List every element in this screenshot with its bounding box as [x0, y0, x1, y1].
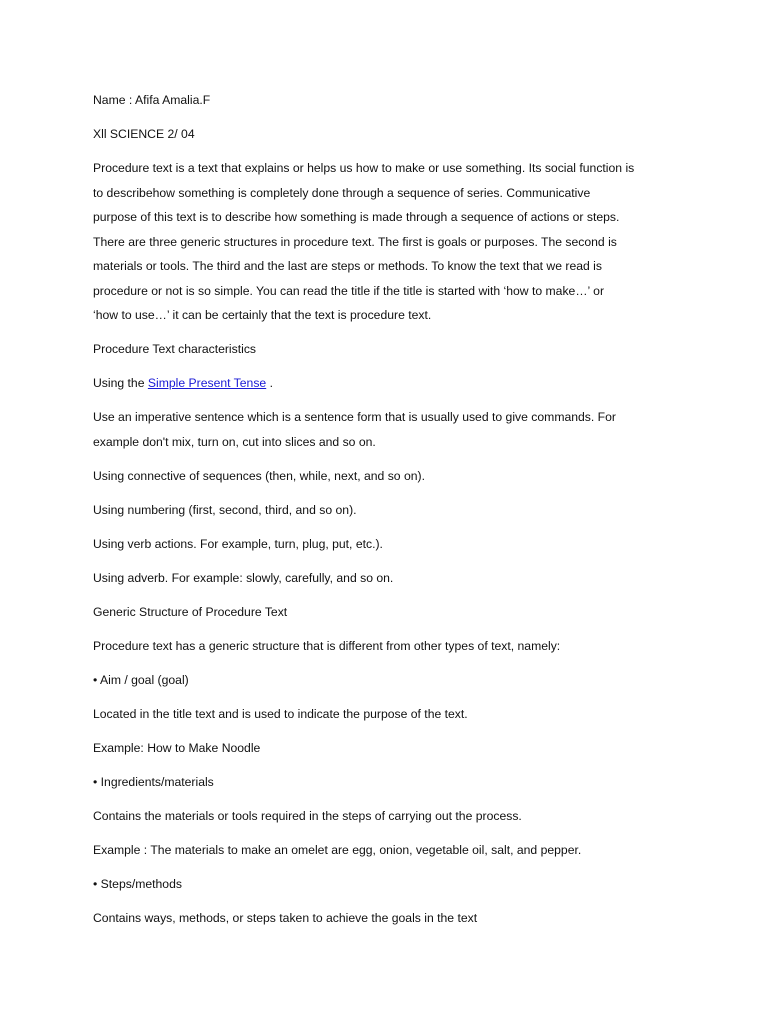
intro-line: Procedure text is a text that explains or helps us how to make or use something. Its social function is	[93, 161, 635, 175]
steps-bullet: • Steps/methods	[93, 876, 182, 891]
intro-line: purpose of this text is to describe how something is made through a sequence of actions or steps.	[93, 210, 620, 224]
intro-line: ‘how to use…’ it can be certainly that the text is procedure text.	[93, 308, 432, 322]
characteristics-heading: Procedure Text characteristics	[93, 342, 257, 356]
imperative-line: example don't mix, turn on, cut into slices and so on.	[93, 434, 376, 449]
aim-example: Example: How to Make Noodle	[93, 740, 261, 755]
materials-bullet: • Ingredients/materials	[93, 774, 214, 789]
intro-line: to describehow something is completely done through a sequence of series. Communicative	[93, 185, 591, 200]
tense-prefix: Using the	[93, 376, 148, 390]
intro-line: procedure or not is so simple. You can read the title if the title is started with ‘how to make…’ or	[93, 283, 604, 298]
intro-line: materials or tools. The third and the last are steps or methods. To know the text that we read is	[93, 259, 602, 273]
simple-present-tense-link[interactable]: Simple Present Tense	[147, 376, 267, 390]
numbering-line: Using numbering (first, second, third, and so on).	[93, 502, 357, 517]
intro-line: There are three generic structures in procedure text. The first is goals or purposes. The second is	[93, 234, 617, 249]
connective-line: Using connective of sequences (then, while, next, and so on).	[93, 468, 425, 483]
structure-intro: Procedure text has a generic structure that is different from other types of text, namely:	[93, 638, 561, 653]
student-name: Name : Afifa Amalia.F	[93, 93, 211, 107]
aim-bullet: • Aim / goal (goal)	[93, 672, 189, 687]
steps-description: Contains ways, methods, or steps taken to achieve the goals in the text	[93, 910, 478, 925]
materials-example: Example : The materials to make an omelet are egg, onion, vegetable oil, salt, and pepper.	[93, 842, 582, 857]
imperative-line: Use an imperative sentence which is a sentence form that is usually used to give commands. For	[93, 410, 616, 424]
structure-heading: Generic Structure of Procedure Text	[93, 604, 288, 619]
tense-suffix: .	[266, 376, 273, 390]
tense-line	[93, 371, 683, 396]
student-class: Xll SCIENCE 2/ 04	[93, 127, 195, 141]
verbs-line: Using verb actions. For example, turn, plug, put, etc.).	[93, 536, 383, 551]
adverb-line: Using adverb. For example: slowly, carefully, and so on.	[93, 570, 394, 585]
aim-description: Located in the title text and is used to indicate the purpose of the text.	[93, 706, 468, 721]
document-body	[93, 88, 683, 940]
intro-paragraph	[93, 156, 683, 328]
imperative-paragraph	[93, 405, 683, 454]
materials-description: Contains the materials or tools required in the steps of carrying out the process.	[93, 808, 522, 823]
